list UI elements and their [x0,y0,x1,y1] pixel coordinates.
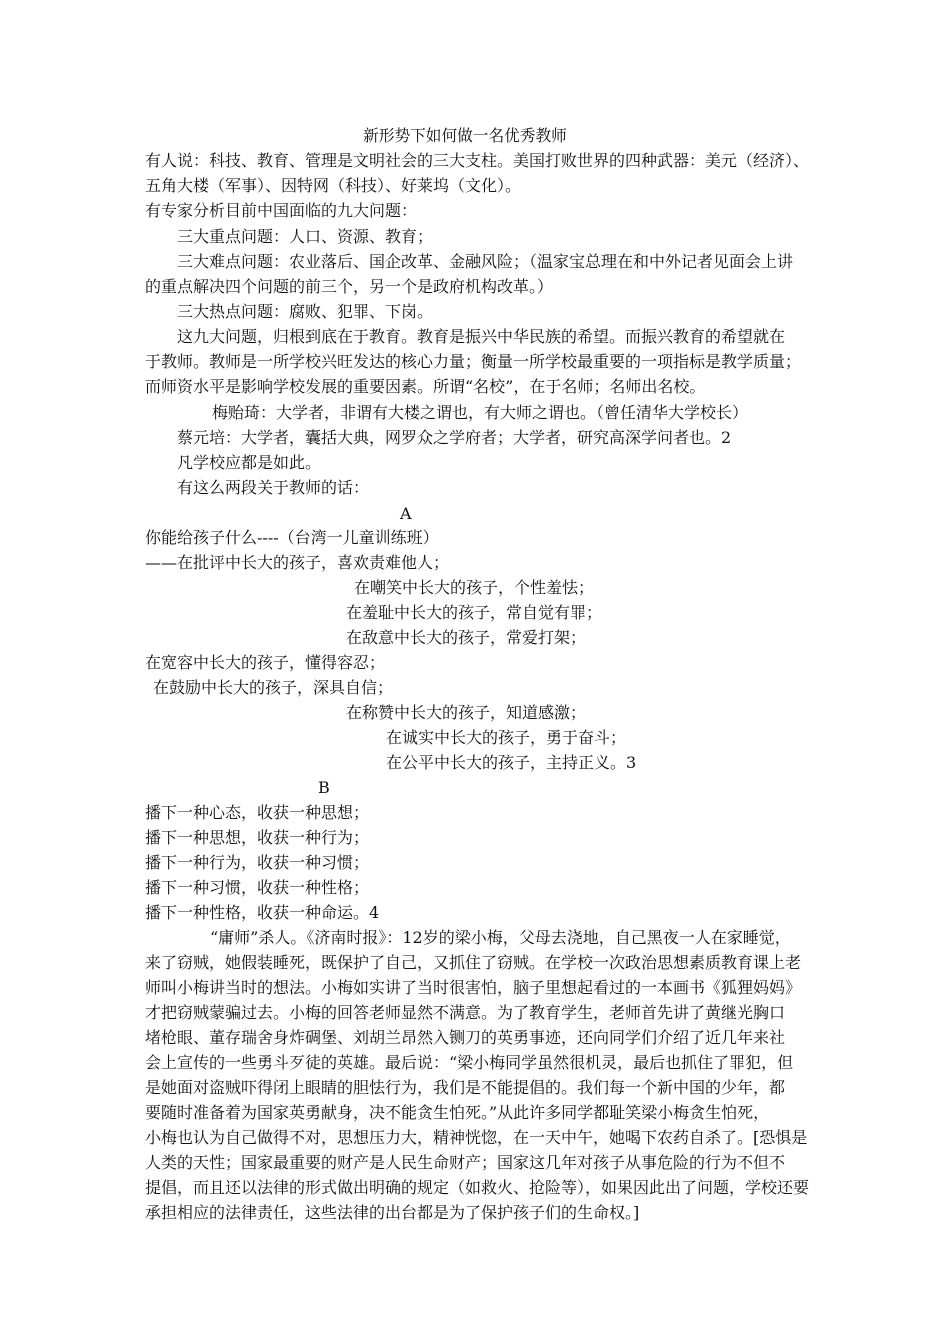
paragraph-line: 有专家分析目前中国面临的九大问题： [145,201,418,220]
paragraph-line: 提倡，而且还以法律的形式做出明确的规定（如救火、抢险等），如果因此出了问题，学校还要 [145,1178,810,1197]
paragraph-line: 五角大楼（军事）、因特网（科技）、好莱坞（文化）。 [145,176,522,195]
poem-line: 在羞耻中长大的孩子，常自觉有罪； [346,603,603,622]
document-title: 新形势下如何做一名优秀教师 [363,126,567,145]
poem-line: 在嘲笑中长大的孩子，个性羞怯； [354,578,595,597]
paragraph-line: 有人说：科技、教育、管理是文明社会的三大支柱。美国打败世界的四种武器：美元（经济）、 [145,151,810,170]
poem-line: 播下一种习惯，收获一种性格； [145,878,370,897]
poem-line: 播下一种思想，收获一种行为； [145,828,370,847]
poem-line: 在称赞中长大的孩子，知道感激； [346,703,587,722]
poem-line: 在宽容中长大的孩子，懂得容忍； [145,653,386,672]
poem-line: 播下一种性格，收获一种命运。4 [145,903,380,922]
paragraph-line: 要随时准备着为国家英勇献身，决不能贪生怕死。”从此许多同学都耻笑梁小梅贪生怕死， [145,1103,770,1122]
paragraph-line: 有这么两段关于教师的话： [177,478,370,497]
poem-line: 在敌意中长大的孩子，常爱打架； [346,628,587,647]
section-label-a: A [400,504,412,523]
poem-line: 你能给孩子什么----（台湾一儿童训练班） [145,528,439,547]
section-label-b: B [318,778,330,797]
paragraph-line: 来了窃贼，她假装睡死，既保护了自己，又抓住了窃贼。在学校一次政治思想素质教育课上老 [145,953,802,972]
paragraph-line: 三大热点问题：腐败、犯罪、下岗。 [177,302,434,321]
paragraph-line: 于教师。教师是一所学校兴旺发达的核心力量；衡量一所学校最重要的一项指标是教学质量； [145,352,802,371]
paragraph-line: 堵枪眼、董存瑞舍身炸碉堡、刘胡兰昂然入铡刀的英勇事迹，还向同学们介绍了近几年来社 [145,1028,786,1047]
poem-line: 在诚实中长大的孩子，勇于奋斗； [386,728,627,747]
paragraph-line: 这九大问题，归根到底在于教育。教育是振兴中华民族的希望。而振兴教育的希望就在 [177,327,786,346]
paragraph-line: 凡学校应都是如此。 [177,453,322,472]
poem-line: ——在批评中长大的孩子，喜欢责难他人； [145,553,450,572]
poem-line: 在鼓励中长大的孩子，深具自信； [153,678,394,697]
paragraph-line: 的重点解决四个问题的前三个，另一个是政府机构改革。） [145,277,554,296]
paragraph-line: “庸师”杀人。《济南时报》：12岁的梁小梅，父母去浇地，自己黑夜一人在家睡觉， [210,928,791,947]
paragraph-line: 小梅也认为自己做得不对，思想压力大，精神恍惚，在一天中午，她喝下农药自杀了。[恐惧是 [145,1128,808,1147]
paragraph-line: 才把窃贼蒙骗过去。小梅的回答老师显然不满意。为了教育学生，老师首先讲了黄继光胸口 [145,1003,786,1022]
paragraph-line: 师叫小梅讲当时的想法。小梅如实讲了当时很害怕，脑子里想起看过的一本画书《狐狸妈妈》 [145,978,802,997]
quote-line: 蔡元培：大学者，囊括大典，网罗众之学府者；大学者，研究高深学问者也。2 [177,428,732,447]
paragraph-line: 三大难点问题：农业落后、国企改革、金融风险；（温家宝总理在和中外记者见面会上讲 [177,252,794,271]
paragraph-line: 承担相应的法律责任，这些法律的出台都是为了保护孩子们的生命权。] [145,1203,640,1222]
paragraph-line: 而师资水平是影响学校发展的重要因素。所谓“名校”，在于名师；名师出名校。 [145,377,706,396]
quote-line: 梅贻琦：大学者，非谓有大楼之谓也，有大师之谓也。（曾任清华大学校长） [212,403,749,422]
poem-line: 播下一种心态，收获一种思想； [145,803,370,822]
poem-line: 播下一种行为，收获一种习惯； [145,853,370,872]
paragraph-line: 三大重点问题：人口、资源、教育； [177,227,434,246]
paragraph-line: 人类的天性；国家最重要的财产是人民生命财产；国家这几年对孩子从事危险的行为不但不 [145,1153,786,1172]
paragraph-line: 是她面对盗贼吓得闭上眼睛的胆怯行为，我们是不能提倡的。我们每一个新中国的少年，都 [145,1078,786,1097]
paragraph-line: 会上宣传的一些勇斗歹徒的英雄。最后说：“梁小梅同学虽然很机灵，最后也抓住了罪犯，但 [145,1053,794,1072]
poem-line: 在公平中长大的孩子，主持正义。3 [386,753,637,772]
